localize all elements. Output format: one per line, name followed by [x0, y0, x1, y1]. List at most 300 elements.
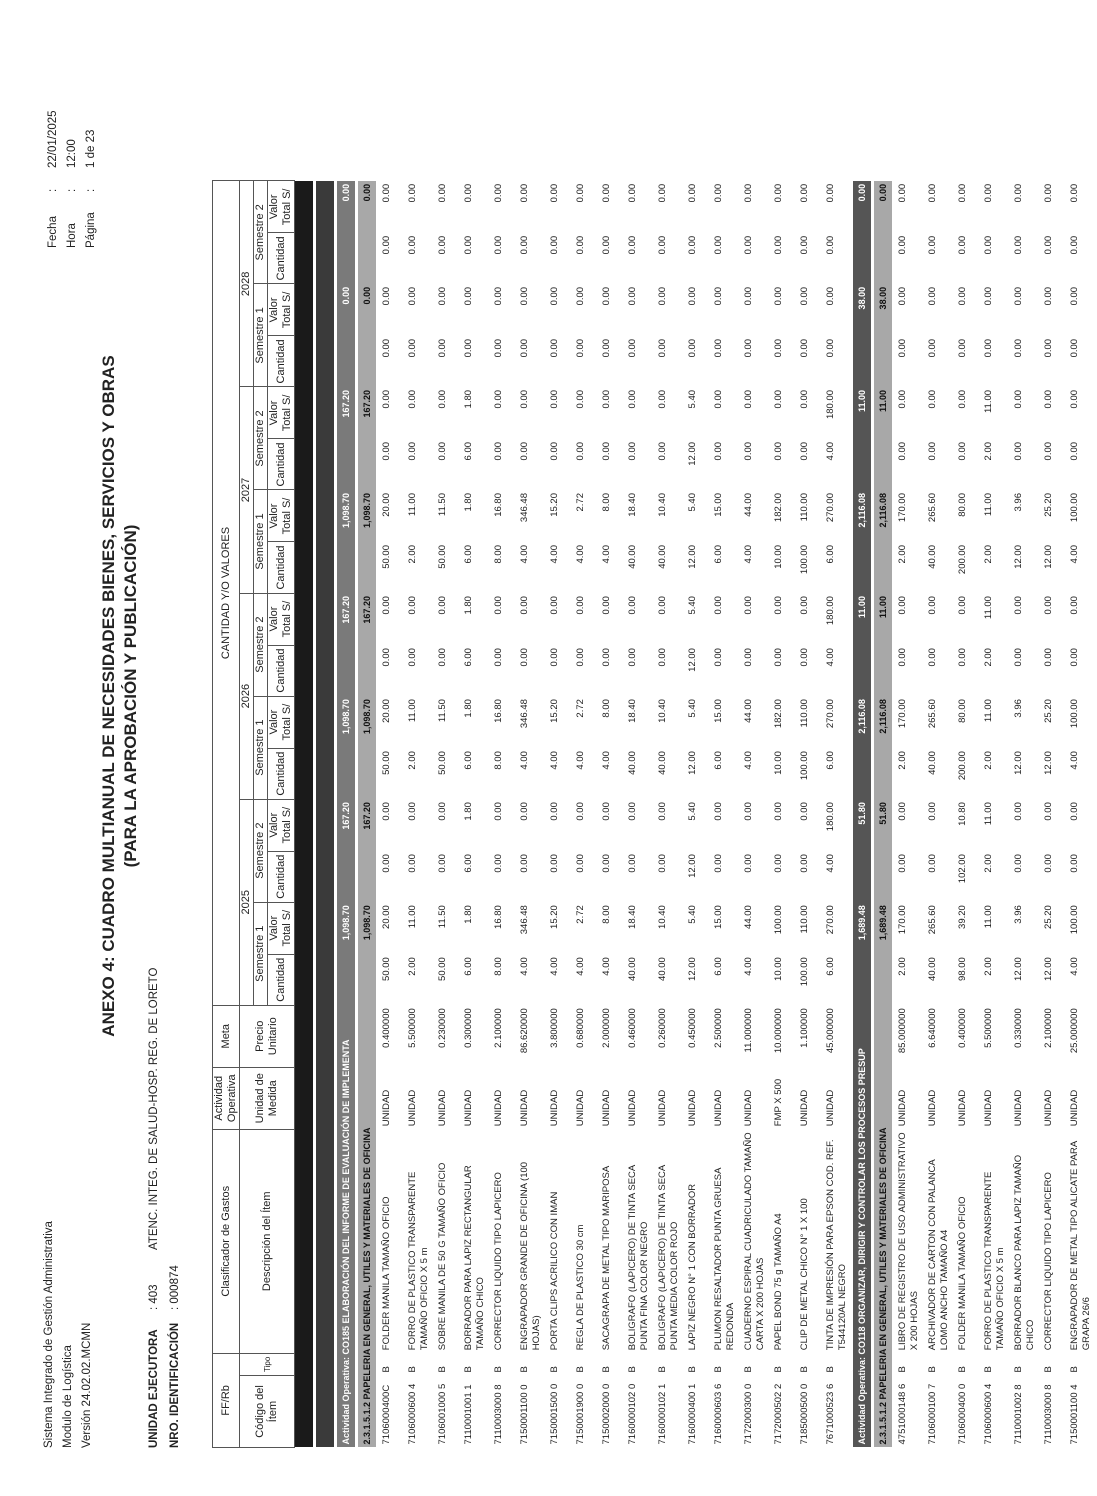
item-cantidad: 0.00 — [601, 854, 612, 873]
band-value — [337, 233, 355, 284]
item-valor: 0.00 — [897, 183, 908, 203]
item-valor: 0.00 — [983, 183, 994, 203]
item-cantidad: 0.00 — [927, 648, 938, 667]
item-valor: 0.00 — [381, 596, 392, 615]
item-cantidad: 40.00 — [927, 751, 938, 775]
item-tipo: B — [1013, 1366, 1024, 1373]
item-cantidad: 0.00 — [549, 648, 560, 667]
item-description: PORTA CLIPS ACRILICO CON IMAN — [549, 1191, 560, 1351]
item-valor: 0.00 — [927, 183, 938, 203]
item-code: 7106000600 4 — [983, 1383, 994, 1445]
item-description: PLUMON RESALTADOR PUNTA GRUESA REDONDA — [713, 1168, 736, 1351]
item-description: FOLDER MANILA TAMAÑO OFICIO — [957, 1196, 968, 1351]
item-cantidad: 4.00 — [519, 545, 530, 564]
item-valor: 0.00 — [799, 389, 810, 409]
item-cantidad: 6.00 — [463, 648, 474, 667]
band-value — [295, 851, 314, 902]
item-cantidad: 0.00 — [897, 235, 908, 255]
band-value: 11.00 — [874, 387, 892, 439]
item-cantidad: 0.00 — [743, 235, 754, 255]
item-price: 0.260000 — [657, 1008, 668, 1048]
item-cantidad: 0.00 — [799, 338, 810, 358]
item-code: 7172000300 0 — [743, 1383, 754, 1445]
item-cantidad: 0.00 — [799, 235, 810, 255]
item-cantidad: 6.00 — [825, 545, 836, 564]
item-cantidad: 12.00 — [1013, 751, 1024, 775]
item-valor: 270.00 — [825, 493, 836, 523]
item-cantidad: 0.00 — [687, 338, 698, 358]
item-valor: 0.00 — [799, 286, 810, 306]
item-valor: 15.00 — [713, 699, 724, 723]
item-cantidad: 0.00 — [1069, 235, 1080, 255]
title-line-2: (PARA LA APROBACIÓN Y PUBLICACIÓN) — [121, 524, 140, 868]
item-valor: 0.00 — [657, 802, 668, 821]
col-valor: Valor Total S/ — [268, 284, 295, 336]
item-valor: 180.00 — [825, 802, 836, 832]
item-cantidad: 0.00 — [1013, 854, 1024, 873]
item-valor: 100.00 — [1069, 905, 1080, 935]
band-value — [295, 387, 314, 439]
item-price: 5.500000 — [983, 1008, 994, 1048]
item-valor: 0.00 — [773, 389, 784, 409]
item-valor: 2.72 — [575, 905, 586, 924]
item-cantidad: 4.00 — [519, 751, 530, 770]
item-code: 7160000102 1 — [657, 1383, 668, 1445]
col-codigo: Código del Ítem — [240, 1376, 295, 1448]
item-valor: 25.20 — [1043, 905, 1054, 929]
band-label: 2.3.1.5.1.2 PAPELERIA EN GENERAL, UTILES Y MATERIALES DE OFICINA — [874, 1005, 892, 1447]
item-valor: 0.00 — [1013, 183, 1024, 203]
item-cantidad: 0.00 — [1043, 235, 1054, 255]
table-row — [741, 181, 771, 1448]
band-value — [316, 593, 334, 645]
item-price: 3.800000 — [549, 1008, 560, 1048]
item-valor: 0.00 — [713, 596, 724, 615]
item-cantidad: 0.00 — [437, 338, 448, 358]
item-valor: 0.00 — [657, 286, 668, 306]
band-value — [874, 954, 892, 1005]
band-value — [337, 851, 355, 902]
item-valor: 0.00 — [1069, 802, 1080, 821]
item-valor: 265.60 — [927, 905, 938, 935]
item-valor: 20.00 — [381, 493, 392, 517]
item-cantidad: 0.00 — [601, 235, 612, 255]
band-value — [358, 954, 376, 1005]
item-code: 7160000603 6 — [713, 1383, 724, 1445]
band-value: 2,116.08 — [874, 696, 892, 748]
item-valor: 0.00 — [437, 596, 448, 615]
item-unit: UNIDAD — [519, 1089, 530, 1127]
band-value: 2,116.08 — [853, 696, 871, 748]
band-value — [853, 851, 871, 902]
band-value: 2,116.08 — [874, 490, 892, 542]
item-cantidad: 4.00 — [1069, 545, 1080, 564]
item-cantidad: 40.00 — [657, 751, 668, 775]
unidad-label: UNIDAD EJECUTORA — [148, 1329, 160, 1448]
item-price: 25.000000 — [1069, 1008, 1080, 1054]
table-row — [797, 181, 823, 1448]
item-price: 0.230000 — [437, 1008, 448, 1048]
summary-band-row — [853, 181, 871, 1448]
item-cantidad: 0.00 — [1043, 441, 1054, 461]
item-valor: 0.00 — [657, 596, 668, 615]
item-cantidad: 6.00 — [825, 957, 836, 976]
item-description: TINTA DE IMPRESIÓN PARA EPSON COD. REF. T544120AL NEGRO — [825, 1139, 848, 1351]
item-valor: 265.60 — [927, 493, 938, 523]
band-value — [874, 851, 892, 902]
item-valor: 0.00 — [549, 596, 560, 615]
item-valor: 0.00 — [743, 183, 754, 203]
item-code: 7106001000 5 — [437, 1383, 448, 1445]
band-value: 167.20 — [337, 593, 355, 645]
item-code: 7150001500 0 — [549, 1383, 560, 1445]
item-cantidad: 40.00 — [927, 545, 938, 569]
band-value — [337, 748, 355, 799]
item-description: PAPEL BOND 75 g TAMAÑO A4 — [773, 1213, 784, 1351]
band-value — [853, 542, 871, 593]
item-tipo: B — [713, 1366, 724, 1373]
item-tipo: B — [957, 1366, 968, 1373]
item-description: REGLA DE PLASTICO 30 cm — [575, 1224, 586, 1351]
col-2025-semestre-1: Semestre 1 — [254, 902, 268, 1005]
item-cantidad: 0.00 — [437, 441, 448, 461]
item-valor: 18.40 — [627, 905, 638, 929]
band-value: 0.00 — [337, 284, 355, 336]
band-value — [295, 439, 314, 490]
item-cantidad: 4.00 — [601, 545, 612, 564]
item-code: 4751000148 6 — [897, 1383, 908, 1445]
item-valor: 8.00 — [601, 905, 612, 924]
item-cantidad: 0.00 — [687, 235, 698, 255]
item-valor: 0.00 — [1013, 389, 1024, 409]
item-cantidad: 6.00 — [713, 545, 724, 564]
item-cantidad: 0.00 — [1043, 854, 1054, 873]
band-value: 2,116.08 — [853, 490, 871, 542]
item-tipo: B — [407, 1366, 418, 1373]
band-value — [874, 542, 892, 593]
item-valor: 0.00 — [627, 802, 638, 821]
item-tipo: B — [927, 1366, 938, 1373]
module-name: Modulo de Logística — [62, 1345, 74, 1448]
item-cantidad: 0.00 — [601, 648, 612, 667]
item-valor: 0.00 — [1013, 802, 1024, 821]
item-cantidad: 0.00 — [743, 441, 754, 461]
item-valor: 1.80 — [463, 699, 474, 718]
band-value: 1,098.70 — [358, 902, 376, 954]
item-valor: 182.00 — [773, 493, 784, 523]
item-valor: 0.00 — [927, 596, 938, 615]
band-label: 2.3.1.5.1.2 PAPELERIA EN GENERAL, UTILES Y MATERIALES DE OFICINA — [358, 1005, 376, 1447]
col-cantidad-valores: CANTIDAD Y/O VALORES — [213, 181, 240, 1005]
item-valor: 0.00 — [519, 802, 530, 821]
item-cantidad: 12.00 — [687, 648, 698, 672]
item-unit: UNIDAD — [713, 1089, 724, 1127]
item-valor: 18.40 — [627, 493, 638, 517]
item-valor: 5.40 — [687, 802, 698, 821]
col-2028-semestre-1: Semestre 1 — [254, 284, 268, 387]
item-price: 2.100000 — [1043, 1008, 1054, 1048]
item-valor: 0.00 — [957, 183, 968, 203]
item-cantidad: 12.00 — [1043, 957, 1054, 981]
item-cantidad: 0.00 — [549, 235, 560, 255]
band-value — [316, 748, 334, 799]
item-valor: 2.72 — [575, 493, 586, 512]
item-valor: 1.80 — [463, 389, 474, 409]
item-description: CORRECTOR LIQUIDO TIPO LAPICERO — [493, 1172, 504, 1351]
item-cantidad: 4.00 — [1069, 751, 1080, 770]
item-tipo: B — [493, 1366, 504, 1373]
item-valor: 0.00 — [575, 802, 586, 821]
item-valor: 0.00 — [1043, 286, 1054, 306]
item-code: 7106000400C — [381, 1384, 392, 1445]
item-unit: UNIDAD — [743, 1089, 754, 1127]
item-unit: UNIDAD — [1069, 1089, 1080, 1127]
item-cantidad: 0.00 — [657, 235, 668, 255]
col-valor: Valor Total S/ — [268, 696, 295, 748]
item-valor: 0.00 — [1043, 183, 1054, 203]
item-valor: 0.00 — [743, 389, 754, 409]
item-cantidad: 0.00 — [519, 338, 530, 358]
item-valor: 25.20 — [1043, 493, 1054, 517]
table-body — [295, 181, 1097, 1448]
table-row — [711, 181, 741, 1448]
item-code: 7110001002 8 — [1013, 1384, 1024, 1445]
item-valor: 270.00 — [825, 699, 836, 729]
item-unit: UNIDAD — [575, 1089, 586, 1127]
band-value — [853, 336, 871, 387]
item-cantidad: 0.00 — [493, 854, 504, 873]
table-row — [599, 181, 625, 1448]
table-row — [955, 181, 981, 1448]
item-description: BORRADOR BLANCO PARA LAPIZ TAMAÑO CHICO — [1013, 1154, 1036, 1351]
item-unit: UNIDAD — [549, 1089, 560, 1127]
item-cantidad: 0.00 — [657, 338, 668, 358]
item-cantidad: 0.00 — [493, 235, 504, 255]
item-valor: 0.00 — [407, 802, 418, 821]
item-description: SOBRE MANILA DE 50 G TAMAÑO OFICIO — [437, 1162, 448, 1351]
item-cantidad: 2.00 — [983, 441, 994, 461]
item-cantidad: 0.00 — [627, 648, 638, 667]
band-value — [316, 851, 334, 902]
table-row — [1067, 181, 1097, 1448]
item-cantidad: 40.00 — [927, 957, 938, 981]
item-unit: UNIDAD — [1013, 1089, 1024, 1127]
item-valor: 0.00 — [407, 389, 418, 409]
item-cantidad: 6.00 — [713, 957, 724, 976]
item-cantidad: 50.00 — [437, 751, 448, 775]
col-cantidad: Cantidad — [268, 542, 295, 593]
item-valor: 0.00 — [713, 183, 724, 203]
item-valor: 0.00 — [601, 389, 612, 409]
item-unit: UNIDAD — [437, 1089, 448, 1127]
item-valor: 0.00 — [957, 389, 968, 409]
item-cantidad: 0.00 — [1069, 648, 1080, 667]
item-valor: 11.00 — [407, 493, 418, 517]
item-cantidad: 12.00 — [1043, 751, 1054, 775]
item-cantidad: 6.00 — [463, 751, 474, 770]
item-price: 10.000000 — [773, 1008, 784, 1054]
table-row — [491, 181, 517, 1448]
item-cantidad: 4.00 — [743, 751, 754, 770]
item-valor: 11.00 — [983, 802, 994, 826]
item-cantidad: 102.00 — [957, 854, 968, 884]
item-cantidad: 0.00 — [657, 441, 668, 461]
item-valor: 0.00 — [1069, 596, 1080, 615]
fecha-label: Fecha — [47, 216, 59, 248]
item-unit: UNIDAD — [407, 1089, 418, 1127]
item-valor: 0.00 — [713, 389, 724, 409]
band-value — [337, 645, 355, 696]
col-year-2028: 2028 — [240, 181, 254, 387]
col-cantidad: Cantidad — [268, 336, 295, 387]
band-label — [316, 1005, 334, 1447]
item-valor: 8.00 — [601, 493, 612, 512]
item-cantidad: 4.00 — [575, 957, 586, 976]
band-value: 0.00 — [337, 181, 355, 233]
item-valor: 180.00 — [825, 596, 836, 626]
item-cantidad: 12.00 — [687, 545, 698, 569]
item-price: 0.460000 — [627, 1008, 638, 1048]
item-cantidad: 40.00 — [657, 957, 668, 981]
item-cantidad: 6.00 — [463, 957, 474, 976]
item-cantidad: 50.00 — [437, 957, 448, 981]
item-description: FORRO DE PLASTICO TRANSPARENTE TAMAÑO OFICIO X 5 m — [407, 1171, 430, 1351]
item-code: 7150001100 4 — [1069, 1384, 1080, 1445]
item-cantidad: 10.00 — [773, 545, 784, 569]
band-value: 11.00 — [853, 387, 871, 439]
band-value — [853, 645, 871, 696]
item-cantidad: 8.00 — [493, 751, 504, 770]
item-valor: 0.00 — [657, 389, 668, 409]
item-cantidad: 10.00 — [773, 751, 784, 775]
table-row — [517, 181, 547, 1448]
item-cantidad: 0.00 — [519, 854, 530, 873]
item-cantidad: 4.00 — [549, 751, 560, 770]
needs-table — [212, 180, 1097, 1448]
item-price: 6.640000 — [927, 1008, 938, 1048]
item-cantidad: 0.00 — [407, 338, 418, 358]
item-valor: 3.96 — [1013, 493, 1024, 512]
band-value — [295, 490, 314, 542]
item-tipo: B — [437, 1366, 448, 1373]
item-cantidad: 6.00 — [463, 854, 474, 873]
item-code: 7106000600 4 — [407, 1383, 418, 1445]
item-unit: FMP X 500 — [773, 1078, 784, 1127]
item-valor: 170.00 — [897, 905, 908, 935]
col-cantidad: Cantidad — [268, 439, 295, 490]
item-cantidad: 0.00 — [493, 338, 504, 358]
item-valor: 100.00 — [1069, 699, 1080, 729]
item-cantidad: 0.00 — [957, 441, 968, 461]
item-cantidad: 0.00 — [1013, 648, 1024, 667]
band-value — [295, 696, 314, 748]
item-valor: 0.00 — [957, 596, 968, 615]
band-value — [358, 748, 376, 799]
item-cantidad: 0.00 — [743, 338, 754, 358]
item-cantidad: 2.00 — [407, 957, 418, 976]
item-cantidad: 12.00 — [1043, 545, 1054, 569]
item-tipo: B — [463, 1366, 474, 1373]
item-valor: 18.40 — [627, 699, 638, 723]
item-price: 2.000000 — [601, 1008, 612, 1048]
item-valor: 0.00 — [493, 802, 504, 821]
item-cantidad: 0.00 — [627, 235, 638, 255]
item-cantidad: 2.00 — [897, 545, 908, 564]
item-valor: 44.00 — [743, 905, 754, 929]
unidad-info — [144, 968, 186, 1448]
item-valor: 0.00 — [927, 802, 938, 821]
item-valor: 10.80 — [957, 802, 968, 826]
item-tipo: B — [687, 1366, 698, 1373]
item-valor: 0.00 — [713, 286, 724, 306]
col-valor: Valor Total S/ — [268, 387, 295, 439]
report-title — [98, 336, 142, 1056]
table-row — [379, 181, 405, 1448]
item-valor: 5.40 — [687, 699, 698, 718]
band-value — [358, 851, 376, 902]
item-code: 7150002000 0 — [601, 1383, 612, 1445]
item-valor: 1.80 — [463, 802, 474, 821]
item-unit: UNIDAD — [493, 1089, 504, 1127]
item-cantidad: 8.00 — [493, 545, 504, 564]
item-valor: 0.00 — [927, 389, 938, 409]
item-valor: 0.00 — [713, 802, 724, 821]
item-description: CORRECTOR LIQUIDO TIPO LAPICERO — [1043, 1172, 1054, 1351]
summary-band-row — [316, 181, 334, 1448]
item-cantidad: 0.00 — [657, 854, 668, 873]
item-cantidad: 4.00 — [601, 957, 612, 976]
item-valor: 0.00 — [381, 286, 392, 306]
col-cantidad: Cantidad — [268, 645, 295, 696]
item-cantidad: 0.00 — [437, 648, 448, 667]
band-label — [295, 1005, 314, 1447]
item-valor: 5.40 — [687, 493, 698, 512]
item-valor: 11.00 — [407, 699, 418, 723]
band-value — [295, 902, 314, 954]
item-valor: 346.48 — [519, 905, 530, 935]
band-value — [295, 336, 314, 387]
band-value — [316, 387, 334, 439]
summary-band-row — [337, 181, 355, 1448]
item-cantidad: 0.00 — [407, 648, 418, 667]
item-cantidad: 0.00 — [897, 648, 908, 667]
item-valor: 80.00 — [957, 699, 968, 723]
col-cantidad: Cantidad — [268, 954, 295, 1005]
item-valor: 1.80 — [463, 596, 474, 615]
col-cantidad: Cantidad — [268, 851, 295, 902]
item-code: 7185000500 0 — [799, 1383, 810, 1445]
item-valor: 5.40 — [687, 905, 698, 924]
item-valor: 0.00 — [799, 802, 810, 821]
col-2027-semestre-1: Semestre 1 — [254, 490, 268, 593]
item-cantidad: 0.00 — [1013, 338, 1024, 358]
item-valor: 0.00 — [601, 183, 612, 203]
col-precio: Precio Unitario — [240, 1005, 295, 1067]
item-price: 0.400000 — [957, 1008, 968, 1048]
item-valor: 11.00 — [983, 905, 994, 929]
band-value: 167.20 — [358, 387, 376, 439]
item-valor: 0.00 — [463, 286, 474, 306]
item-cantidad: 40.00 — [657, 545, 668, 569]
col-meta: Meta — [213, 1005, 240, 1067]
col-2025-semestre-2: Semestre 2 — [254, 799, 268, 902]
item-valor: 0.00 — [897, 286, 908, 306]
item-cantidad: 0.00 — [437, 854, 448, 873]
item-cantidad: 0.00 — [773, 441, 784, 461]
band-value: 11.00 — [874, 593, 892, 645]
band-value — [295, 954, 314, 1005]
item-cantidad: 6.00 — [825, 751, 836, 770]
